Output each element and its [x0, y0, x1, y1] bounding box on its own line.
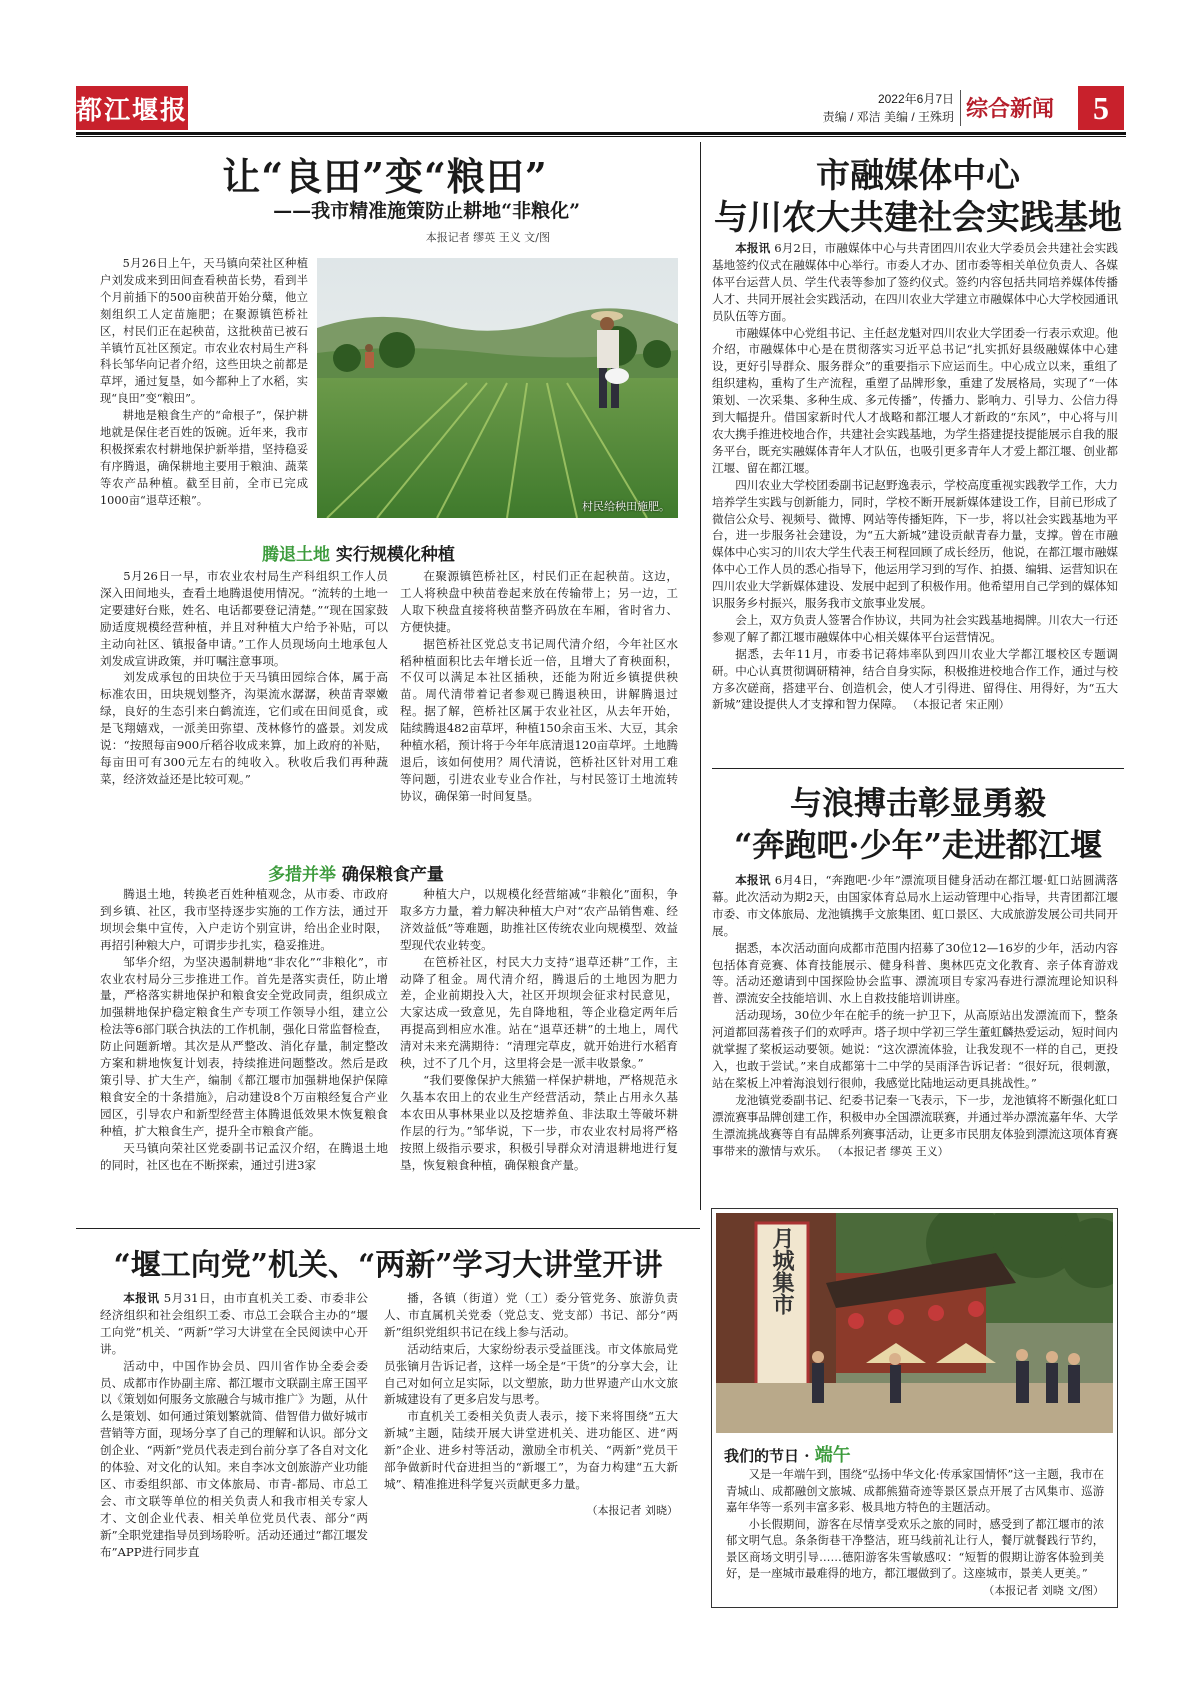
masthead-rule-thin	[76, 136, 1126, 137]
festival-title-keyword: 端午	[814, 1445, 851, 1466]
masthead-divider	[960, 90, 961, 126]
body-paragraph: 据悉，本次活动面向成都市范围内招募了30位12—16岁的少年，活动内容包括体育竞赛、体育技能展示、健身科普、奥林匹克文化教育、亲子体育游戏等。活动还邀请到中国探险协会监事、漂流项目专家冯春进行漂流理论知识科普、漂流安全技能培训、水上自救技能培训讲座。	[712, 940, 1118, 1006]
article1-subtitle: ——我市精准施策防止耕地“非粮化”	[273, 200, 580, 222]
article1-intro	[100, 256, 308, 510]
article2-byline: （本报记者 宋正刚）	[907, 698, 1010, 712]
closing-text: 据悉，去年11月，市委书记蒋炜率队到四川农业大学都江堰校区专题调研。中心认真贯彻调研精神，结合自身实际，积极推进校地合作工作，通过与校方多次磋商，搭建平台、创造机会，使人才引得进、留得住、用得好，为“五大新城”建设提供人才支撑和智力保障。	[712, 646, 1118, 712]
intro-paragraph: 5月26日上午，天马镇向荣社区种植户刘发成来到田间查看秧苗长势，看到半个月前插下的500亩秧苗开始分蘖，他立刻组织工人定苗施肥；在聚源镇笆桥社区，村民们正在起秧苗，这批秧苗已被石羊镇竹瓦社区预定。市农业农村局生产科科长邹华向记者介绍，这些田块之前都是草坪，通过复垦，如今都种上了水稻，实现“良田”变“粮田”。	[100, 257, 308, 406]
festival-box-title	[724, 1441, 851, 1467]
article5-byline: （本报记者 刘晓 文/图）	[983, 1583, 1104, 1597]
article1-byline: 本报记者 缪英 王义 文/图	[425, 231, 550, 244]
lead-text: 5月31日，由市直机关工委、市委非公经济组织和社会组织工委、市总工会联合主办的“堰工向党”机关、“两新”学习大讲堂在全民阅读中心开讲。	[100, 1291, 368, 1356]
rice-field-illustration	[317, 258, 678, 518]
festival-feature-box	[711, 1208, 1118, 1608]
body-paragraph: 市直机关工委相关负责人表示，接下来将围绕“五大新城”主题，陆续开展大讲堂进机关、进功能区、进“两新”企业、进乡村等活动，激励全市机关、“两新”党员干部争做新时代奋进担当的“新堰工”，为奋力构建“五大新城”、精准推进科学复兴贡献更多力量。	[384, 1409, 678, 1491]
article2-body	[712, 240, 1118, 714]
section-name: 综合新闻	[966, 96, 1055, 121]
market-sign: 月城集市	[769, 1227, 795, 1315]
article1-title: 让“良田”变“粮田”	[222, 154, 548, 199]
section-heading-keyword: 腾退土地	[262, 545, 330, 564]
article4-left	[100, 1290, 368, 1561]
body-paragraph: 小长假期间，游客在尽情享受欢乐之旅的同时，感受到了都江堰市的浓郁文明气息。条条街巷干净整洁，班马线前礼让行人，餐厅就餐践行节约，景区商场文明引导……德阳游客朱雪敏感叹：“短暂的假期让游客体验到美好，是一座城市最难得的地方，都江堰做到了。这座城市，景美人更美。”	[726, 1517, 1104, 1580]
body-paragraph: 活动结束后，大家纷纷表示受益匪浅。市文体旅局党员张镝月告诉记者，这样一场全是“干货”的分享大会，让自己对如何立足实际，以文塑旅，助力世界遗产山水文旅新城建设有了更多启发与思考。	[384, 1341, 678, 1407]
body-paragraph: 在聚源镇笆桥社区，村民们正在起秧苗。这边，工人将秧盘中秧苗卷起来放在传输带上；另一边，工人取下秧盘直接将秧苗整齐码放在车厢，省时省力、方便快捷。	[400, 569, 678, 634]
body-paragraph: 播，各镇（街道）党（工）委分管党务、旅游负责人、市直属机关党委（党总支、党支部）书记、部分“两新”组织党组织书记在线上参与活动。	[384, 1291, 678, 1339]
body-paragraph: 又是一年端午到，围绕“弘扬中华文化·传承家国情怀”这一主题，我市在青城山、成都融创文旅城、成都熊猫奇迹等景区景点开展了古风集市、巡游嘉年华等一系列丰富多彩、极具地方特色的主题活动。	[726, 1468, 1104, 1514]
body-paragraph	[712, 1092, 1118, 1161]
page-number: 5	[1078, 86, 1124, 130]
section-heading-text: 实行规模化种植	[335, 545, 455, 565]
article4-title: “堰工向党”机关、“两新”学习大讲堂开讲	[113, 1248, 663, 1283]
article1-sec1-left	[100, 568, 388, 788]
lead-tag: 本报讯	[735, 241, 771, 255]
article1-sec1-right	[400, 568, 678, 805]
lead-text: 6月4日，“奔跑吧·少年”漂流项目健身活动在都江堰·虹口站圆满落幕。此次活动为期2天，由国家体育总局水上运动管理中心指导，共青团都江堰市委、市文体旅局、龙池镇携手文旅集团、虹口景区、大成旅游发展公司共同开展。	[712, 873, 1118, 938]
body-paragraph: 会上，双方负责人签署合作协议，共同为社会实践基地揭牌。川农大一行还参观了解了都江堰市融媒体中心相关媒体平台运营情况。	[712, 612, 1118, 644]
intro-paragraph: 耕地是粮食生产的“命根子”，保护耕地就是保住老百姓的饭碗。近年来，我市积极探索农村耕地保护新举措，坚持稳妥有序腾退，确保耕地主要用于粮油、蔬菜等农产品种植。截至目前，全市已完成1000亩“退草还粮”。	[100, 409, 308, 507]
section-heading-1	[262, 540, 582, 565]
body-paragraph	[712, 872, 1118, 940]
body-paragraph: 市融媒体中心党组书记、主任赵龙魁对四川农业大学团委一行表示欢迎。他介绍，市融媒体中心是在贯彻落实习近平总书记“扎实抓好县级融媒体中心建设，更好引导群众、服务群众”的重要指示下应运而生。中心成立以来，重组了组织建构，重构了生产流程，重塑了品牌形象，重建了发展格局，实现了“一体策划、一次采集、多种生成、多元传播”，传播力、影响力、引导力、公信力得到大幅提升。借国家新时代人才战略和都江堰人才新政的“东风”，中心将与川农大携手推进校地合作，共建社会实践基地，为学生搭建提技提能展示自我的服务平台，既充实融媒体青年人才队伍，也吸引更多青年人才爱上都江堰、创业都江堰、留在都江堰。	[712, 325, 1118, 475]
second-farmer-figure	[365, 344, 374, 368]
body-paragraph	[100, 1290, 368, 1358]
newspaper-logo: 都江堰报	[76, 86, 188, 130]
body-paragraph: 邹华介绍，为坚决遏制耕地“非农化”“非粮化”，市农业农村局分三步推进工作。首先是落实责任，防止增量，严格落实耕地保护和粮食安全党政同责，组织成立加强耕地保护稳定粮食生产专项工作领导小组，建立公检法等6部门联合执法的工作机制，强化日常监督检查，防止问题新增。其次是从严整改、消化存量，制定整改方案和耕地恢复计划表，持续推进问题整改。然后是政策引导、扩大生产，编制《都江堰市加强耕地保护保障粮食安全的十条措施》，启动建设8个万亩粮经复合产业园区，引导农户和新型经营主体腾退低效果木恢复粮食种植，扩大粮食生产，提升全市粮食产能。	[100, 954, 388, 1138]
body-paragraph: 5月26日一早，市农业农村局生产科组织工作人员深入田间地头，查看土地腾退使用情况。“流转的土地一定要建好台账，姓名、电话都要登记清楚。”“现在国家鼓励适度规模经营种植，并且对种植大户给予补贴，可以主动向社区、镇报备申请。”工作人员现场向土地承包人刘发成宣讲政策，并叮嘱注意事项。	[100, 569, 388, 668]
article3-title-line1: 与浪搏击彰显勇毅	[789, 784, 1046, 822]
closing-text: 龙池镇党委副书记、纪委书记秦一飞表示，下一步，龙池镇将不断强化虹口漂流赛事品牌创建工作，积极申办全国漂流联赛，并通过举办漂流嘉年华、大学生漂流挑战赛等自有品牌系列赛事活动，让更多市民朋友体验到漂流这项体育赛事带来的激情与欢乐。	[712, 1092, 1118, 1158]
photo-caption: 村民给秧田施肥。	[582, 500, 670, 513]
body-paragraph: 刘发成承包的田块位于天马镇田园综合体，属于高标准农田，田块规划整齐，沟渠流水潺潺，秧苗青翠嫩绿，良好的生态引来白鹤流连，它们或在田间觅食，或是飞翔嬉戏，一派美田弥望、茂林修竹的盛景。刘发成说：“按照每亩900斤稻谷收成来算，加上政府的补贴，每亩田可有300元左右的纯收入。秋收后我们再种蔬菜，经济效益还是比较可观。”	[100, 670, 388, 786]
body-paragraph	[712, 646, 1118, 715]
body-paragraph: “我们要像保护大熊猫一样保护耕地，严格规范永久基本农田上的农业生产经营活动，禁止占用永久基本农田从事林果业以及挖塘养鱼、非法取土等破坏耕作层的行为。”邹华说，下一步，市农业农村局将严格按照上级指示要求，积极引导群众对清退耕地进行复垦，恢复粮食种植，确保粮食产量。	[400, 1072, 678, 1172]
article4-byline: （本报记者 刘晓）	[586, 1503, 678, 1517]
body-paragraph: 活动中，中国作协会员、四川省作协全委会委员、成都市作协副主席、都江堰市文联副主席王国平以《策划如何服务文旅融合与城市推广》为题，从什么是策划、如何通过策划繁就简、借智借力做好城市营销等方面，现场分享了自己的理解和认识。部分文创企业、“两新”党员代表走到台前分享了各自对文化的体验、对文化的认知。来自李冰文创旅游产业功能区、市委组织部、市文体旅局、市青-都局、市总工会、市文联等单位的相关负责人和我市相关专家人才、文创企业代表、相关单位党员代表、部分“两新”全职党建指导员到场聆听。活动还通过“都江堰发布”APP进行同步直	[100, 1358, 368, 1559]
article2-title-line1: 市融媒体中心	[816, 156, 1020, 196]
lead-text: 6月2日，市融媒体中心与共青团四川农业大学委员会共建社会实践基地签约仪式在融媒体中心举行。市委人才办、团市委等相关单位负责人、各媒体平台运营人员、学生代表等参加了签约仪式。签约内容包括共同培养媒体传播人才、共同开展社会实践活动，在四川农业大学建立市融媒体中心大学校园通讯员队伍等方面。	[712, 241, 1118, 323]
body-paragraph: 四川农业大学校团委副书记赵野逸表示，学校高度重视实践教学工作，大力培养学生实践与创新能力，同时，学校不断开展新媒体建设工作，目前已形成了微信公众号、视频号、微博、网站等传播矩阵，下一步，将以社会实践基地为平台，进一步服务社会建设，为“五大新城”建设贡献青春力量，支撑。曾在市融媒体中心实习的川农大学生代表王柯程回顾了成长经历，他说，在都江堰市融媒体中心工作人员的悉心指导下，他运用学习到的写作、拍摄、编辑、运营知识在四川农业大学新媒体建设、发展中起到了积极作用。他希望用自己学到的媒体知识服务乡村振兴，服务我市文旅事业发展。	[712, 477, 1118, 611]
body-paragraph: 活动现场，30位少年在舵手的统一护卫下，从高原站出发漂流而下，整条河道都回荡着孩子们的欢呼声。塔子坝中学初三学生董虹麟热爱运动，短时间内就掌握了桨板运动要领。她说：“这次漂流体验，让我发现不一样的自己，更投入，也敢于尝试。”来自成都第十二中学的吴雨泽告诉记者：“很好玩，很刺激，站在桨板上冲着海浪划行很帅，我感觉比陆地运动更具挑战性。”	[712, 1008, 1118, 1090]
body-paragraph: 腾退土地，转换老百姓种植观念，从市委、市政府到乡镇、社区，我市坚持逐步实施的工作方法，通过开坝坝会集中宣传，入户走访个别宣讲，给出企业时限，再招引种粮大户，可谓步步扎实，稳妥推进。	[100, 887, 388, 952]
lead-tag: 本报讯	[123, 1291, 160, 1305]
article2-title-line2: 与川农大共建社会实践基地	[714, 198, 1122, 238]
article1-sec2-left	[100, 886, 388, 1173]
festival-body	[726, 1467, 1104, 1599]
article3-body	[712, 872, 1118, 1160]
article3-title-line2: “奔跑吧·少年”走进都江堰	[734, 826, 1102, 864]
issue-date: 2022年6月7日	[877, 92, 954, 106]
lead-tag: 本报讯	[735, 873, 771, 887]
article1-sec2-right	[400, 886, 678, 1173]
section-heading-2	[268, 860, 588, 885]
section-divider	[712, 768, 1124, 769]
masthead-rule	[76, 132, 1126, 135]
section-heading-text: 确保粮食产量	[341, 865, 444, 885]
column-divider	[700, 142, 701, 1210]
article3-byline: （本报记者 缪英 王义）	[831, 1144, 949, 1158]
body-paragraph: 天马镇向荣社区党委副书记孟汉介绍，在腾退土地的同时，社区也在不断探索，通过引进3家	[100, 1140, 388, 1172]
body-paragraph: 在笆桥社区，村民大力支持“退草还耕”工作，主动降了租金。周代清介绍，腾退后的土地因为肥力差，企业前期投入大，社区开坝坝会征求村民意见，大家达成一致意见，先自降地租，等企业稳定两年后再提高到相应水准。站在“退草还耕”的土地上，周代清对未来充满期待：“清理完草皮，就开始进行水稻育秧，过不了几个月，这里将会是一派丰收景象。”	[400, 954, 678, 1071]
article4-right	[384, 1290, 678, 1520]
market-street-photo	[716, 1213, 1113, 1433]
section-divider	[76, 1228, 700, 1229]
section-heading-keyword: 多措并举	[268, 865, 336, 884]
body-paragraph: 据笆桥社区党总支书记周代清介绍，今年社区水稻种植面积比去年增长近一倍，且增大了育秧面积，不仅可以满足本社区插秧，还能为附近乡镇提供秧苗。周代清带着记者参观已腾退秧田，讲解腾退过程。据了解，笆桥社区属于农业社区，从去年开始，陆续腾退482亩草坪，种植150余亩玉米、大豆，其余种植水稻，预计将于今年年底清退120亩草坪。土地腾退后，该如何使用？周代清说，笆桥社区针对用工难等问题，引进农业专业合作社，与村民签订土地流转协议，确保第一时间复垦。	[400, 636, 678, 803]
body-paragraph: 种植大户，以规模化经营缩减“非粮化”面积，争取多方力量，着力解决种植大户对“农产品销售难、经济效益低”等难题，助推社区传统农业向规模型、效益型现代农业转变。	[400, 887, 678, 952]
body-paragraph	[712, 240, 1118, 325]
editor-credits: 责编 / 邓洁 美编 / 王殊玥	[822, 110, 954, 124]
festival-title-text: 我们的节日 ·	[724, 1447, 810, 1465]
rice-field-photo	[317, 258, 678, 518]
